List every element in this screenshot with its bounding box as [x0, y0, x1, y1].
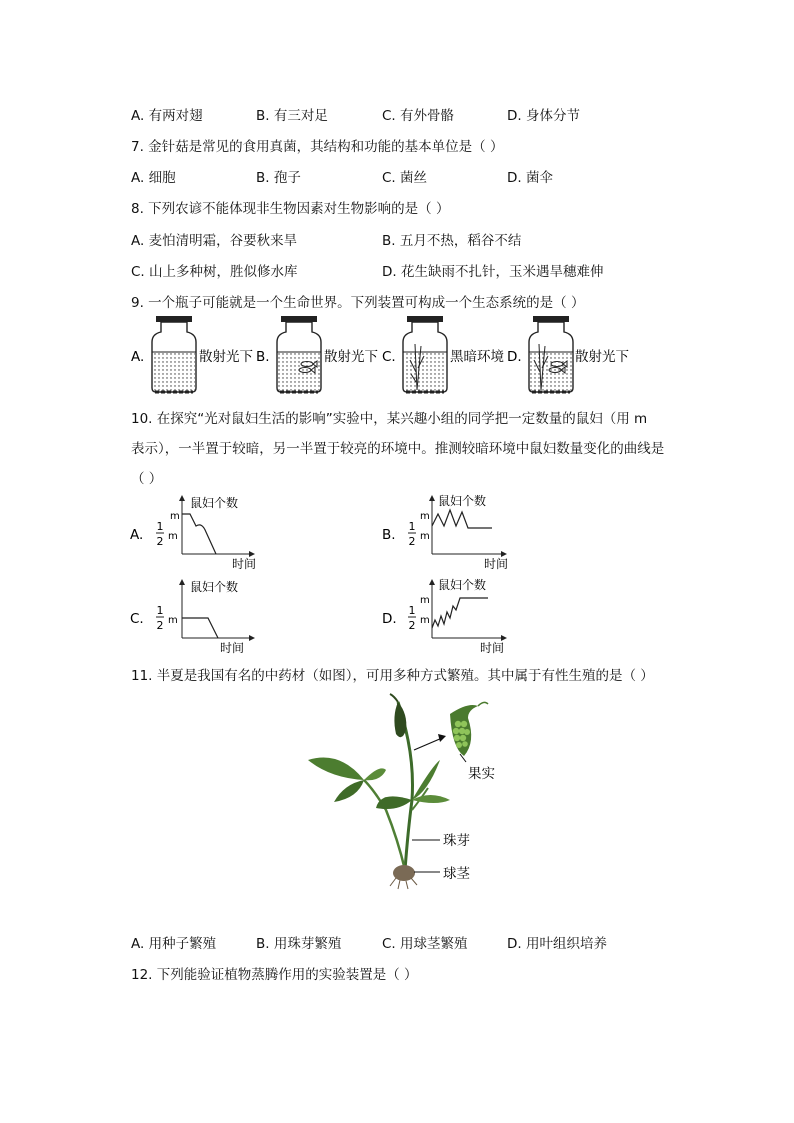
q8-option-d: D. 花生缺雨不扎针，玉米遇旱穗难伸	[382, 264, 604, 280]
svg-text:1: 1	[156, 604, 164, 617]
q11-option-b: B. 用珠芽繁殖	[256, 936, 342, 952]
graph-letter: B.	[382, 527, 396, 543]
svg-text:1: 1	[408, 604, 416, 617]
half-denominator: 2	[156, 535, 164, 548]
q8-option-b: B. 五月不热，稻谷不结	[382, 233, 522, 249]
q9-letter-d: D.	[507, 349, 522, 365]
q11-option-a: A. 用种子繁殖	[131, 936, 217, 952]
q9-letter-c: C.	[382, 349, 396, 365]
tick-half-m: m	[168, 615, 178, 626]
curve	[182, 618, 218, 638]
x-axis-label: 时间	[220, 641, 245, 655]
q6-option-d: D. 身体分节	[507, 108, 580, 124]
q10-graph-d	[380, 576, 520, 656]
q10-graph-c	[128, 576, 268, 656]
y-axis-label: 鼠妇个数	[438, 578, 487, 592]
q11-option-c: C. 用球茎繁殖	[382, 936, 468, 952]
q6-option-c: C. 有外骨骼	[382, 108, 455, 124]
label-corm: 球茎	[443, 866, 470, 882]
label-bulbil: 珠芽	[443, 833, 470, 849]
x-axis-label: 时间	[232, 557, 257, 571]
q9-letter-a: A.	[131, 349, 145, 365]
jar-a	[131, 316, 253, 392]
graph-letter: D.	[382, 611, 397, 627]
q11-option-d: D. 用叶组织培养	[507, 936, 607, 952]
q9-letter-b: B.	[256, 349, 270, 365]
y-axis-label: 鼠妇个数	[438, 494, 487, 508]
q6-option-a: A. 有两对翅	[131, 108, 203, 124]
q8-stem: 8. 下列农谚不能体现非生物因素对生物影响的是（ ）	[131, 201, 450, 217]
q12-stem: 12. 下列能验证植物蒸腾作用的实验装置是（ ）	[131, 967, 418, 983]
q9-stem: 9. 一个瓶子可能就是一个生命世界。下列装置可构成一个生态系统的是（ ）	[131, 295, 585, 311]
label-fruit: 果实	[468, 766, 495, 782]
q9-jar-figures	[125, 312, 645, 398]
curve	[432, 598, 488, 628]
q8-option-a: A. 麦怕清明霜，谷要秋来旱	[131, 233, 298, 249]
x-axis-label: 时间	[484, 557, 509, 571]
jar-d	[507, 316, 629, 392]
half-numerator: 1	[156, 520, 164, 533]
q9-condition-b: 散射光下	[324, 349, 378, 365]
jar-c	[382, 316, 504, 392]
q10-graph-b	[380, 492, 520, 572]
y-axis-label: 鼠妇个数	[190, 580, 239, 594]
q8-option-c: C. 山上多种树，胜似修水库	[131, 264, 298, 280]
tick-m: m	[420, 511, 430, 522]
tick-m: m	[170, 511, 180, 522]
curve	[432, 510, 492, 528]
tick-half-m: m	[420, 531, 430, 542]
q7-option-a: A. 细胞	[131, 170, 176, 186]
y-axis-label: 鼠妇个数	[190, 496, 239, 510]
tick-half-m: m	[420, 615, 430, 626]
q9-condition-c: 黑暗环境	[450, 349, 504, 365]
q10-stem-line3: （ ）	[131, 471, 163, 487]
svg-text:2: 2	[408, 619, 416, 632]
x-axis-label: 时间	[480, 641, 505, 655]
q7-stem: 7. 金针菇是常见的食用真菌，其结构和功能的基本单位是（ ）	[131, 139, 504, 155]
q10-graph-a	[128, 492, 268, 572]
tick-m: m	[420, 595, 430, 606]
jar-b	[256, 316, 378, 392]
svg-text:2: 2	[156, 619, 164, 632]
pinellia-plant-figure	[300, 690, 520, 890]
graph-letter: C.	[130, 611, 144, 627]
svg-text:1: 1	[408, 520, 416, 533]
q9-condition-d: 散射光下	[575, 349, 629, 365]
tick-half-m: m	[168, 531, 178, 542]
q10-stem-line2: 表示），一半置于较暗，另一半置于较亮的环境中。推测较暗环境中鼠妇数量变化的曲线是	[131, 441, 665, 457]
q11-stem: 11. 半夏是我国有名的中药材（如图），可用多种方式繁殖。其中属于有性生殖的是（ ）	[131, 668, 654, 684]
q9-condition-a: 散射光下	[199, 349, 253, 365]
q7-option-d: D. 菌伞	[507, 170, 553, 186]
q6-option-b: B. 有三对足	[256, 108, 328, 124]
q7-option-c: C. 菌丝	[382, 170, 428, 186]
q7-option-b: B. 孢子	[256, 170, 301, 186]
curve	[182, 514, 216, 554]
q10-stem-line1: 10. 在探究“光对鼠妇生活的影响”实验中，某兴趣小组的同学把一定数量的鼠妇（用 m	[131, 411, 648, 427]
graph-letter: A.	[130, 527, 144, 543]
svg-text:2: 2	[408, 535, 416, 548]
